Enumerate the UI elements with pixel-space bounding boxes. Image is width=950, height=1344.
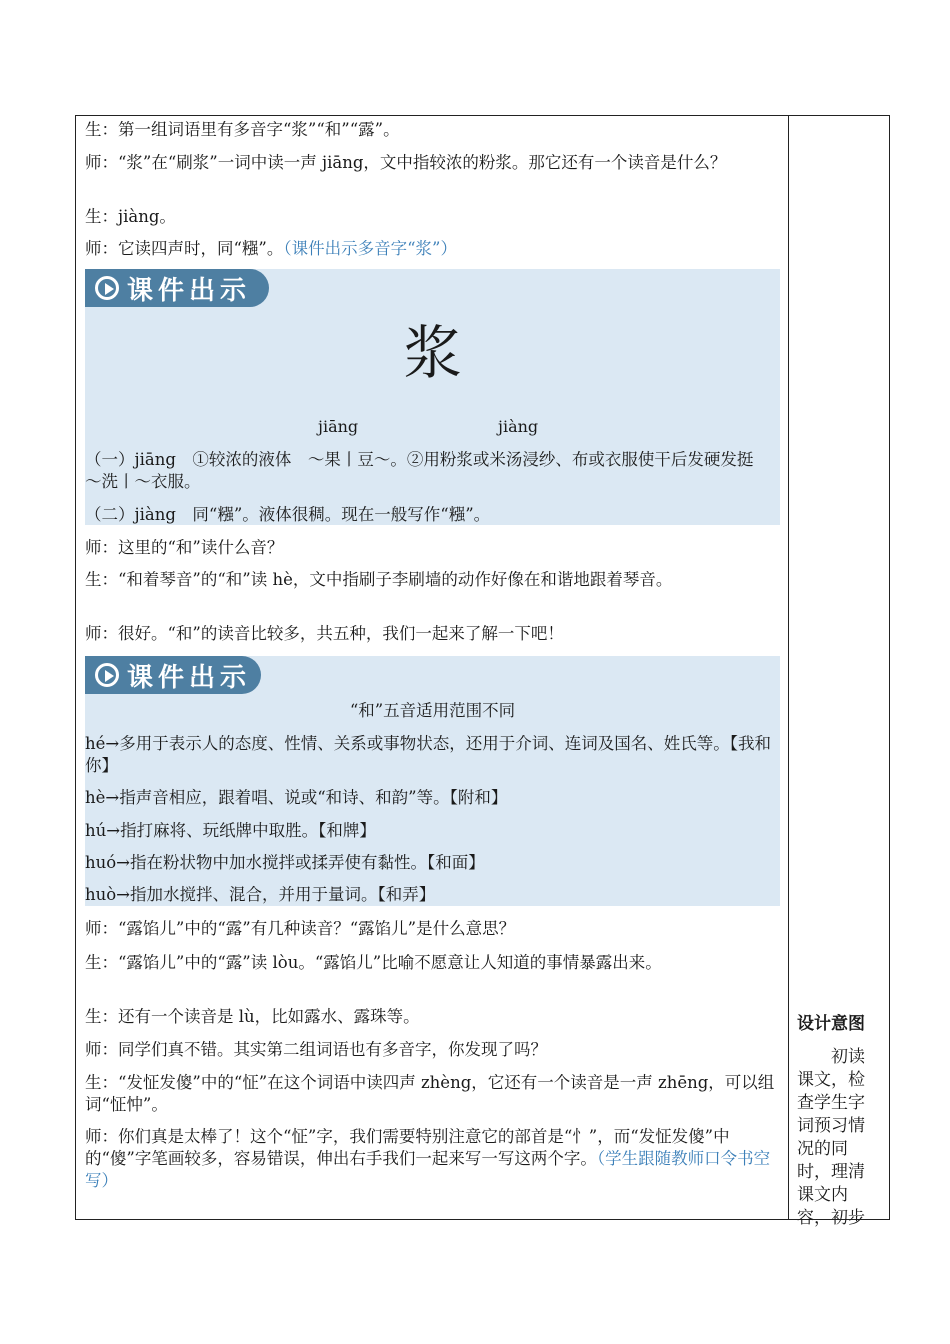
dialogue-line: 师：很好。“和”的读音比较多，共五种，我们一起来了解一下吧！ [85,624,564,643]
banner-label: 课件出示 [127,275,252,306]
pronunciation-item: hú→指打麻将、玩纸牌中取胜。【和牌】 [85,821,376,840]
dialogue-line [85,1126,780,1192]
play-circle-icon [95,276,119,300]
column-divider [788,116,789,1219]
play-circle-icon [95,663,119,687]
definition-line: （二）jiàng 同“糨”。液体很稠。现在一般写作“糨”。 [85,505,491,524]
pronunciation-item: huò→指加水搅拌、混合，并用于量词。【和弄】 [85,885,436,904]
courseware-note: （学生跟随教师口令书空写） [85,1149,771,1190]
dialogue-line [85,238,780,260]
pronunciation-item: hè→指声音相应，跟着唱、说或“和诗、和韵”等。【附和】 [85,788,508,807]
dialogue-text: 师：你们真是太棒了！这个“怔”字，我们需要特别注意它的部首是“忄”，而“发怔发傻”中的“傻”字笔画较多，容易错误，伸出右手我们一起来写一写这两个字。 [85,1127,730,1168]
courseware-banner [85,269,269,307]
dialogue-line: 生：“和着琴音”的“和”读 hè，文中指刷子李刷墙的动作好像在和谐地跟着琴音。 [85,570,673,589]
pinyin-label: jiàng [498,417,539,436]
panel-title: “和”五音适用范围不同 [349,701,516,720]
definition-line: （一）jiāng ①较浓的液体 ～果丨豆～。②用粉浆或米汤浸纱、布或衣服使干后发硬发挺 ～洗丨～衣服。 [85,450,770,491]
pinyin-label: jiāng [318,417,359,436]
design-intent-title: 设计意图 [797,1014,865,1034]
courseware-panel-he [85,656,780,906]
dialogue-line: 师：“露馅儿”中的“露”有几种读音？“露馅儿”是什么意思？ [85,919,516,938]
design-intent-column [797,1013,875,1230]
design-intent-text: 初读课文，检查学生字词预习情况的同时，理清课文内容，初步 [797,1047,865,1228]
lesson-table [75,115,890,1228]
dialogue-line: 生：jiàng。 [85,207,176,226]
dialogue-line: 师：同学们真不错。其实第二组词语也有多音字，你发现了吗？ [85,1040,547,1059]
pronunciation-item: huó→指在粉状物中加水搅拌或揉弄使有黏性。【和面】 [85,853,485,872]
pronunciation-item: hé→多用于表示人的态度、性情、关系或事物状态，还用于介词、连词及国名、姓氏等。【我和你】 [85,734,771,775]
dialogue-line: 师：“浆”在“刷浆”一词中读一声 jiāng，文中指较浓的粉浆。那它还有一个读音是什么？ [85,153,727,172]
banner-label: 课件出示 [127,662,252,693]
dialogue-line: 生：“露馅儿”中的“露”读 lòu。“露馅儿”比喻不愿意让人知道的事情暴露出来。 [85,953,662,972]
dialogue-line: 生：“发怔发傻”中的“怔”在这个词语中读四声 zhèng，它还有一个读音是一声 zhēng，可以组词“怔忡”。 [85,1073,775,1114]
dialogue-line: 生：第一组词语里有多音字“浆”“和”“露”。 [85,120,400,139]
featured-character: 浆 [403,319,462,387]
courseware-note: （课件出示多音字“浆”） [283,239,457,258]
dialogue-text: 师：它读四声时，同“糨”。 [85,239,284,258]
dialogue-line: 生：还有一个读音是 lù，比如露水、露珠等。 [85,1007,420,1026]
courseware-panel-jiang [85,269,780,525]
dialogue-line: 师：这里的“和”读什么音？ [85,538,284,557]
courseware-banner [85,656,261,694]
